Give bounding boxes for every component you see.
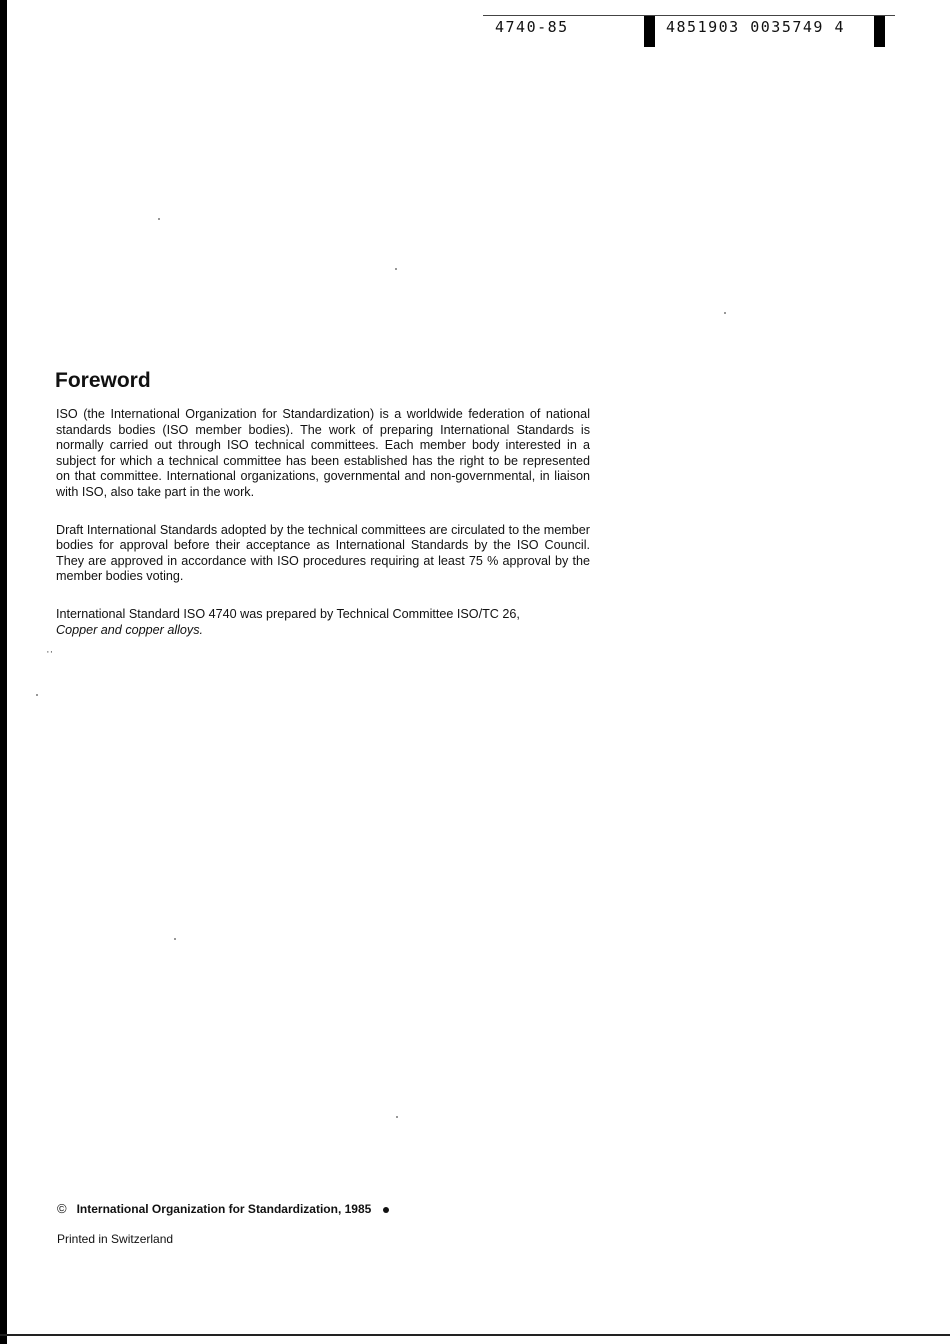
barcode-bar-right — [874, 16, 885, 47]
foreword-paragraph-iso-federation: ISO (the International Organization for Standardization) is a worldwide federation of national standards bodies (ISO member bodies). The work of preparing International Standards is normally carried out through ISO technical committees. Each member body interested in a subject for which a technical committee has been established has the right to be represented on that committee. International organizations, governmental and non-governmental, in liaison with ISO, also take part in the work. — [56, 407, 590, 499]
committee-name: Copper and copper alloys — [56, 622, 200, 637]
scan-speck — [724, 312, 726, 314]
committee-period: . — [199, 622, 204, 637]
scan-edge-bottom — [0, 1334, 950, 1336]
scan-edge-left — [0, 0, 7, 1344]
scan-speck — [396, 1116, 398, 1118]
margin-mark: ·· — [46, 646, 54, 658]
bullet-dot-icon — [383, 1207, 389, 1213]
scan-speck — [36, 694, 38, 696]
scan-speck — [174, 938, 176, 940]
foreword-title: Foreword — [55, 369, 151, 392]
foreword-paragraph-draft-standards: Draft International Standards adopted by the technical committees are circulated to the member bodies for approval before their acceptance as International Standards by the ISO Council. They are approved in accordance with ISO procedures requiring at least 75 % approval by the member bodies voting. — [56, 522, 590, 584]
header-rule — [483, 15, 895, 16]
copyright-symbol: © — [57, 1201, 67, 1216]
copyright-text: International Organization for Standardization, 1985 — [76, 1202, 372, 1216]
barcode-number: 4851903 0035749 4 — [666, 18, 846, 36]
preparation-statement: International Standard ISO 4740 was prepared by Technical Committee ISO/TC 26, — [56, 606, 520, 621]
foreword-body — [56, 407, 590, 638]
copyright-line — [57, 1201, 389, 1216]
scan-speck — [395, 268, 397, 270]
foreword-paragraph-preparation — [56, 607, 590, 638]
barcode-bar-left — [644, 16, 655, 47]
document-code: 4740-85 — [495, 18, 569, 36]
scan-speck — [158, 218, 160, 220]
printed-location: Printed in Switzerland — [57, 1232, 174, 1246]
